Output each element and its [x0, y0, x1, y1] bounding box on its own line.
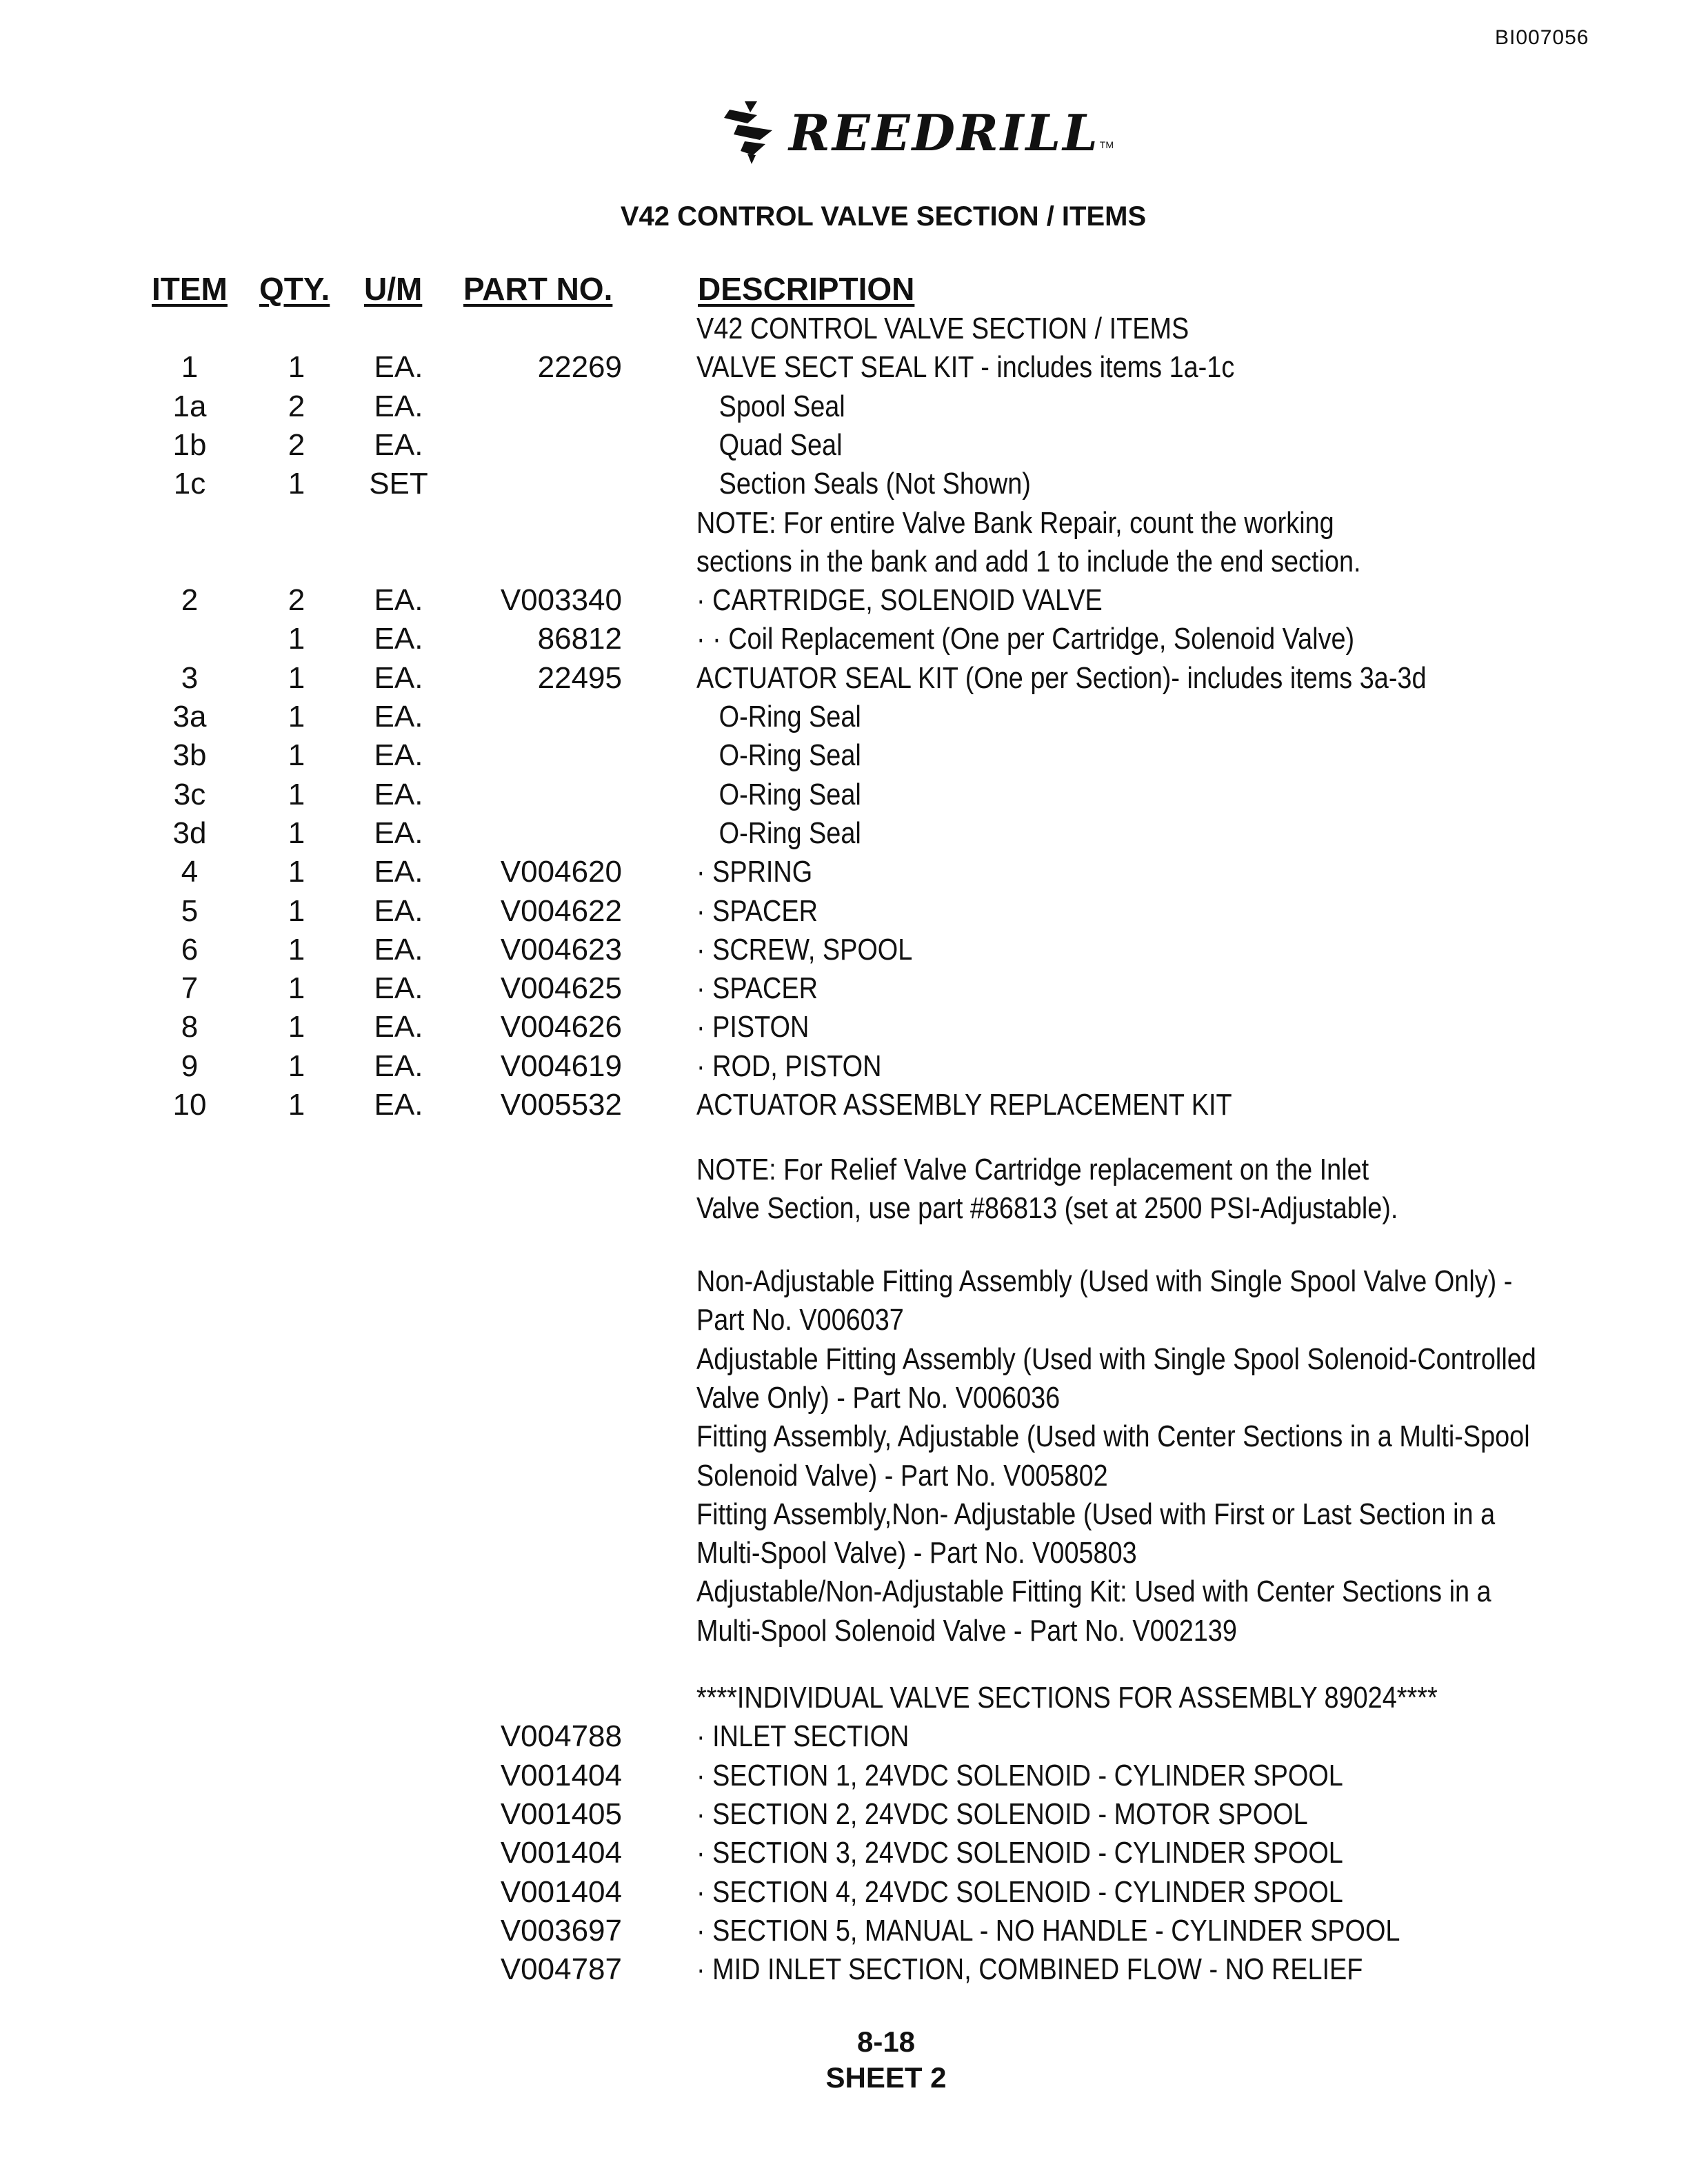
row-qty: 1 — [288, 660, 305, 695]
section-description: · INLET SECTION — [696, 1719, 910, 1754]
drill-bit-logo-icon — [717, 100, 779, 165]
row-qty: 2 — [288, 583, 305, 618]
row-um: EA. — [374, 427, 423, 462]
row-desc: sections in the bank and add 1 to include the end section. — [696, 544, 1361, 578]
row-qty: 1 — [288, 893, 305, 928]
row-qty: 1 — [288, 1010, 305, 1044]
header-um: U/M — [364, 271, 423, 307]
fitting-assembly-line: Non-Adjustable Fitting Assembly (Used with Single Spool Valve Only) - — [696, 1264, 1513, 1298]
row-qty: 1 — [288, 622, 305, 656]
row-um: EA. — [374, 350, 423, 385]
row-desc: · SPRING — [696, 855, 813, 889]
section-description: · SECTION 3, 24VDC SOLENOID - CYLINDER SPOOL — [696, 1836, 1343, 1870]
row-um: EA. — [374, 389, 423, 423]
section-part-no: V001404 — [500, 1836, 622, 1870]
row-part: V005532 — [500, 1088, 622, 1122]
row-um: EA. — [374, 1049, 423, 1083]
row-um: SET — [369, 467, 428, 501]
row-desc: O-Ring Seal — [719, 816, 861, 850]
row-part: V003340 — [500, 583, 622, 618]
row-part: V004619 — [500, 1049, 622, 1083]
row-qty: 1 — [288, 1088, 305, 1122]
row-qty: 1 — [288, 738, 305, 773]
row-part: 86812 — [537, 622, 622, 656]
sheet-label: SHEET 2 — [825, 2061, 947, 2094]
row-desc: Quad Seal — [719, 427, 843, 462]
row-item: 10 — [172, 1088, 207, 1122]
header-part-no: PART NO. — [463, 271, 613, 307]
section-description: · MID INLET SECTION, COMBINED FLOW - NO RELIEF — [696, 1952, 1363, 1987]
fitting-assembly-line: Fitting Assembly, Adjustable (Used with Center Sections in a Multi-Spool — [696, 1419, 1530, 1454]
individual-sections-heading: ****INDIVIDUAL VALVE SECTIONS FOR ASSEMBLY 89024**** — [696, 1681, 1438, 1715]
row-desc: · SPACER — [696, 893, 818, 928]
row-um: EA. — [374, 777, 423, 811]
row-item: 4 — [181, 855, 199, 889]
row-desc: · SCREW, SPOOL — [696, 932, 913, 967]
page-title: V42 CONTROL VALVE SECTION / ITEMS — [620, 201, 1147, 232]
row-item: 5 — [181, 893, 199, 928]
section-description: · SECTION 4, 24VDC SOLENOID - CYLINDER SPOOL — [696, 1874, 1343, 1909]
section-description: · SECTION 1, 24VDC SOLENOID - CYLINDER SPOOL — [696, 1758, 1343, 1792]
row-part: V004625 — [500, 971, 622, 1006]
row-item: 3 — [181, 660, 199, 695]
row-desc: ACTUATOR ASSEMBLY REPLACEMENT KIT — [696, 1088, 1232, 1122]
row-part: V004620 — [500, 855, 622, 889]
row-desc: · SPACER — [696, 971, 818, 1006]
header-description: DESCRIPTION — [698, 271, 915, 307]
row-um: EA. — [374, 583, 423, 618]
relief-valve-note: Valve Section, use part #86813 (set at 2500 PSI-Adjustable). — [696, 1191, 1398, 1226]
section-part-no: V004788 — [500, 1719, 622, 1754]
row-item: 1a — [172, 389, 207, 423]
row-qty: 1 — [288, 777, 305, 811]
row-qty: 2 — [288, 427, 305, 462]
row-um: EA. — [374, 660, 423, 695]
section-part-no: V001404 — [500, 1758, 622, 1792]
row-desc: ACTUATOR SEAL KIT (One per Section)- includes items 3a-3d — [696, 660, 1427, 695]
fitting-assembly-line: Multi-Spool Solenoid Valve - Part No. V002139 — [696, 1613, 1237, 1648]
row-desc: · PISTON — [696, 1010, 810, 1044]
row-item: 7 — [181, 971, 199, 1006]
row-desc: O-Ring Seal — [719, 700, 861, 734]
row-desc: Section Seals (Not Shown) — [719, 467, 1031, 501]
row-qty: 2 — [288, 389, 305, 423]
row-qty: 1 — [288, 855, 305, 889]
row-um: EA. — [374, 893, 423, 928]
row-desc: V42 CONTROL VALVE SECTION / ITEMS — [696, 312, 1189, 345]
section-description: · SECTION 2, 24VDC SOLENOID - MOTOR SPOOL — [696, 1797, 1308, 1831]
header-qty: QTY. — [259, 271, 330, 307]
row-um: EA. — [374, 1010, 423, 1044]
section-part-no: V001405 — [500, 1797, 622, 1831]
row-desc: · ROD, PISTON — [696, 1049, 882, 1083]
row-item: 2 — [181, 583, 199, 618]
row-qty: 1 — [288, 467, 305, 501]
row-desc: O-Ring Seal — [719, 738, 861, 773]
fitting-assembly-line: Multi-Spool Valve) - Part No. V005803 — [696, 1536, 1137, 1570]
section-part-no: V003697 — [500, 1913, 622, 1948]
relief-valve-note: NOTE: For Relief Valve Cartridge replacement on the Inlet — [696, 1153, 1369, 1186]
document-id: BI007056 — [1495, 26, 1589, 49]
row-um: EA. — [374, 700, 423, 734]
fitting-assembly-line: Part No. V006037 — [696, 1303, 904, 1337]
row-desc: VALVE SECT SEAL KIT - includes items 1a-1c — [696, 350, 1235, 385]
brand-logo — [717, 100, 1114, 165]
row-um: EA. — [374, 622, 423, 656]
section-part-no: V001404 — [500, 1874, 622, 1909]
row-item: 3c — [173, 777, 206, 811]
row-item: 8 — [181, 1010, 199, 1044]
row-qty: 1 — [288, 350, 305, 385]
row-part: V004623 — [500, 932, 622, 967]
fitting-assembly-line: Adjustable Fitting Assembly (Used with Single Spool Solenoid-Controlled — [696, 1342, 1536, 1376]
brand-name: REEDRILL — [789, 103, 1100, 162]
row-qty: 1 — [288, 971, 305, 1006]
row-qty: 1 — [288, 816, 305, 850]
row-item: 3a — [172, 700, 207, 734]
row-qty: 1 — [288, 700, 305, 734]
row-qty: 1 — [288, 1049, 305, 1083]
fitting-assembly-line: Fitting Assembly,Non- Adjustable (Used with First or Last Section in a — [696, 1497, 1496, 1531]
row-um: EA. — [374, 932, 423, 967]
row-item: 1b — [172, 427, 207, 462]
page-number: 8-18 — [856, 2025, 916, 2058]
row-item: 1c — [173, 467, 206, 501]
row-item: 3b — [172, 738, 207, 773]
row-desc: NOTE: For entire Valve Bank Repair, count the working — [696, 505, 1334, 540]
row-item: 3d — [172, 816, 207, 850]
row-item: 1 — [181, 350, 199, 385]
header-item: ITEM — [152, 271, 228, 307]
trademark-mark: TM — [1099, 139, 1114, 150]
row-um: EA. — [374, 855, 423, 889]
fitting-assembly-line: Solenoid Valve) - Part No. V005802 — [696, 1458, 1108, 1493]
row-desc: O-Ring Seal — [719, 777, 861, 811]
row-part: 22495 — [537, 660, 622, 695]
row-um: EA. — [374, 738, 423, 773]
section-description: · SECTION 5, MANUAL - NO HANDLE - CYLINDER SPOOL — [696, 1913, 1400, 1948]
row-um: EA. — [374, 816, 423, 850]
row-item: 9 — [181, 1049, 199, 1083]
row-part: V004622 — [500, 893, 622, 928]
row-item: 6 — [181, 932, 199, 967]
fitting-assembly-line: Adjustable/Non-Adjustable Fitting Kit: Used with Center Sections in a — [696, 1575, 1491, 1609]
row-part: 22269 — [537, 350, 622, 385]
row-um: EA. — [374, 1088, 423, 1122]
fitting-assembly-line: Valve Only) - Part No. V006036 — [696, 1380, 1061, 1415]
row-part: V004626 — [500, 1010, 622, 1044]
row-qty: 1 — [288, 932, 305, 967]
row-desc: · · Coil Replacement (One per Cartridge, Solenoid Valve) — [696, 622, 1355, 656]
row-desc: Spool Seal — [719, 389, 845, 423]
row-um: EA. — [374, 971, 423, 1006]
row-desc: · CARTRIDGE, SOLENOID VALVE — [696, 583, 1103, 618]
section-part-no: V004787 — [500, 1952, 622, 1987]
